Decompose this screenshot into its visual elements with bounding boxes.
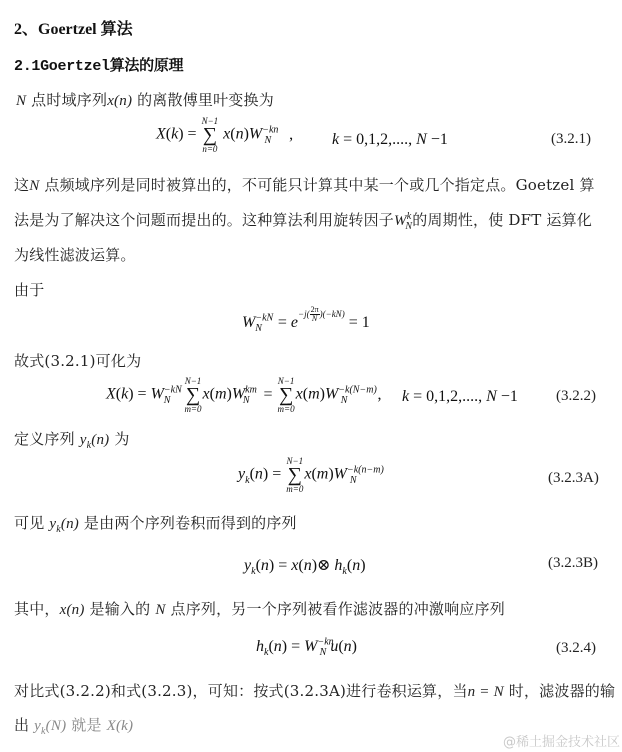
equation-3-2-1-range: k = 0,1,2,...., N −1 [332,131,448,148]
text: 其中， [14,600,60,618]
paragraph-line [14,680,615,701]
equation-3-2-4: $h_k(n) = W^{-kn}_N$ u(n) [256,636,357,659]
text: 对比式(3.2.2)和式(3.2.3)，可知：按式(3.2.3A)进行卷积运算，当 [14,682,468,700]
paragraph-intro [16,89,274,110]
text: 这 [14,176,30,194]
paragraph-line: 故式(3.2.1)可化为 [14,352,142,370]
paragraph-line: 可见 $y_k(n)$ 是由两个序列卷积而得到的序列 [14,514,297,535]
equation-3-2-2-range: k = 0,1,2,...., N −1 [402,388,518,405]
text: 是输入的 [84,600,156,618]
text: 的周期性，使 DFT 运算化 [412,211,593,229]
equation-number: (3.2.3B) [548,555,598,571]
text: 出 [14,716,35,734]
equation-number: (3.2.1) [551,131,591,147]
equation-periodicity: $W^{-kN}_N = e^{-j( \frac{2\pi}{N} )(-kN)} = 1$ [242,305,370,335]
math-inline: x(n) [59,602,85,618]
equation-3-2-2: $X(k) = W^{-kN}_N$ N−1 ∑ m=0 $x(m)W^{km}_N$ = N−1 ∑ m=0 $x(m)W^{-k(N-m)}_N$ , [106,376,382,414]
math-inline: x(n) [107,93,133,109]
text: 时，滤波器的输 [503,682,616,700]
paragraph-line: 定义序列 $y_k(n)$ 为 [14,430,130,451]
math-inline: X(k) [106,718,134,734]
equation-number: (3.2.2) [556,388,596,404]
paragraph-line: 为线性滤波运算。 [14,246,136,264]
math-yk-N: $y_k(N)$ [34,718,67,737]
text: 点时域序列 [26,91,108,109]
watermark: @稀土掘金技术社区 [503,735,621,750]
equation-3-2-3b: $y_k(n)$ = x(n)⊗ $h_k(n)$ [244,557,366,578]
equation-number: (3.2.4) [556,640,596,656]
equation-result: = 1 [348,313,370,331]
equation-number: (3.2.3A) [548,470,599,486]
math-var: N [155,602,166,618]
paragraph-line [14,714,133,735]
paragraph-line [14,174,595,195]
text: 为 [109,430,130,448]
text: 的离散傅里叶变换为 [132,91,274,109]
math-var: N [16,93,27,109]
paragraph-line [14,598,505,619]
equation-3-2-3a: $y_k(n)$ = N−1 ∑ m=0 $x(m)W^{-k(n-m)}_N$ [238,456,384,494]
text: 定义序列 [14,430,80,448]
subsection-heading: 2.1Goertzel算法的原理 [14,58,184,75]
text: 点序列，另一个序列被看作滤波器的冲激响应序列 [165,600,505,618]
text: 就是 [66,716,107,734]
equation-3-2-1: X(k) = N−1 ∑ n=0 $x(n)W^{-kn}_N$ , [156,116,294,154]
text: 可见 [14,514,50,532]
paragraph-line: 由于 [14,281,45,299]
text: 点频域序列是同时被算出的，不可能只计算其中某一个或几个指定点。Goetzel 算 [39,176,595,194]
math-twiddle: $W^k_N$ [394,211,413,232]
text: 是由两个序列卷积而得到的序列 [78,514,297,532]
paragraph-line [14,209,592,230]
section-heading: 2、Goertzel 算法 [14,21,133,38]
math-yk: $y_k$ [79,432,92,451]
math-yk: $y_k$ [49,516,61,535]
math-var: N [29,178,40,194]
text: 法是为了解决这个问题而提出的。这种算法利用旋转因子 [14,211,395,229]
math-inline: n = N [467,684,504,700]
